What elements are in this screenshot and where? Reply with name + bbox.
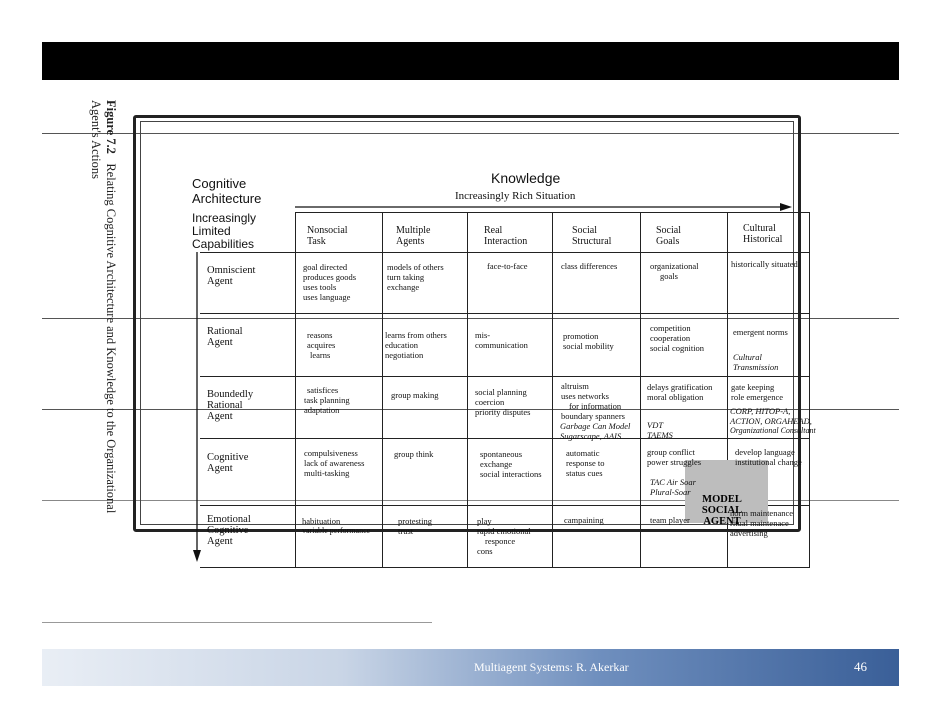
cell-r1-c1-0: goal directed — [303, 262, 348, 272]
heading-knowledge: Knowledge — [491, 170, 561, 186]
cell-r4-c3-2: social interactions — [480, 469, 542, 479]
cell-r3-c6-italic-1: ACTION, ORGAHEAD, — [730, 416, 812, 426]
cell-r3-c4-0: altruism — [561, 381, 589, 391]
cell-r3-c1-0: satisfices — [307, 385, 339, 395]
col-header-3-l1: Real — [484, 225, 503, 236]
caption-line-1: Relating Cognitive Architecture and Knowledge to the Organizational — [104, 163, 118, 514]
cell-r1-c6-0: historically situated — [731, 259, 798, 269]
model-label-0: MODEL — [702, 494, 742, 505]
cell-r1-c2-2: exchange — [387, 282, 420, 292]
cell-r3-c2-0: group making — [391, 390, 439, 400]
cell-r3-c5-0: delays gratification — [647, 382, 713, 392]
cell-r3-c5-italic-1: TAEMS — [647, 430, 673, 440]
row-header-2-l1: Rational — [207, 326, 243, 337]
cell-r2-c4-0: promotion — [563, 331, 599, 341]
row-header-2-l2: Agent — [207, 337, 233, 348]
cell-r3-c6-0: gate keeping — [731, 382, 775, 392]
cell-r4-c3-0: spontaneous — [480, 449, 523, 459]
row-header-5-l2: Cognitive — [207, 525, 249, 536]
cell-r1-c3-0: face-to-face — [487, 261, 528, 271]
cell-r5-c6-1: ritual maintenace — [730, 518, 789, 528]
col-header-2-l1: Multiple — [396, 225, 431, 236]
cell-r3-c3-2: priority disputes — [475, 407, 531, 417]
cell-r5-c6-0: norm maintenance — [730, 508, 794, 518]
cell-r1-c1-3: uses language — [303, 292, 351, 302]
cell-r2-c2-1: education — [385, 340, 419, 350]
row-header-1-l1: Omniscient — [207, 265, 256, 276]
cell-r1-c4-0: class differences — [561, 261, 618, 271]
cell-r5-c1-0: habituation — [302, 516, 341, 526]
grid-line — [200, 376, 809, 377]
row-header-5-l3: Agent — [207, 536, 233, 547]
cell-r2-c1-1: acquires — [307, 340, 336, 350]
cell-r2-c6-italic-1: Transmission — [733, 362, 779, 372]
grid-line — [200, 252, 809, 253]
cell-r1-c5-0: organizational — [650, 261, 699, 271]
grid-line — [200, 438, 809, 439]
cell-r4-c3-1: exchange — [480, 459, 513, 469]
cell-r4-c2-0: group think — [394, 449, 434, 459]
col-header-5-l1: Social — [656, 225, 681, 236]
heading-limited-3: Capabilities — [192, 237, 255, 251]
cell-r4-c5-0: group conflict — [647, 447, 695, 457]
col-header-2-l2: Agents — [396, 236, 425, 247]
cell-r2-c1-2: learns — [310, 350, 331, 360]
horizontal-arrowhead — [780, 203, 792, 211]
grid-line — [640, 212, 641, 568]
cell-r3-c6-1: role emergence — [731, 392, 783, 402]
cell-r2-c2-0: learns from others — [385, 330, 447, 340]
col-header-6-l1: Cultural — [743, 223, 776, 234]
cell-r3-c6-italic-2: Organizational Consultant — [730, 426, 816, 435]
model-label-2: AGENT — [703, 516, 741, 527]
cell-r2-c2-2: negotiation — [385, 350, 424, 360]
cell-r5-c4-0: campaining — [564, 515, 604, 525]
cell-r5-c3-3: cons — [477, 546, 493, 556]
cell-r4-c1-1: lack of awareness — [304, 458, 365, 468]
cell-r5-c3-0: play — [477, 516, 492, 526]
cell-r3-c4-3: boundary spanners — [561, 411, 625, 421]
cell-r4-c5-1: power struggles — [647, 457, 702, 467]
grid-line — [200, 567, 809, 568]
cell-r2-c3-1: communication — [475, 340, 528, 350]
row-header-1-l2: Agent — [207, 276, 233, 287]
figure-label: Figure 7.2 — [104, 100, 118, 154]
cell-r1-c1-2: uses tools — [303, 282, 337, 292]
cell-r5-c2-0: protesting — [398, 516, 432, 526]
col-header-4-l1: Social — [572, 225, 597, 236]
col-header-6-l2: Historical — [743, 234, 783, 245]
grid-line — [295, 212, 296, 568]
cell-r4-c1-0: compulsiveness — [304, 448, 358, 458]
cell-r3-c3-1: coercion — [475, 397, 505, 407]
col-header-5-l2: Goals — [656, 236, 680, 247]
cell-r3-c4-italic-0: Garbage Can Model — [560, 421, 631, 431]
heading-cognitive: Cognitive — [192, 176, 247, 191]
footer-text: Multiagent Systems: R. Akerkar — [474, 660, 629, 674]
cell-r5-c3-1: rapid emotional — [477, 526, 531, 536]
cell-r4-c5-italic-0: TAC Air Soar — [650, 477, 696, 487]
cell-r1-c5-1: goals — [660, 271, 678, 281]
row-header-4-l1: Cognitive — [207, 452, 249, 463]
heading-rich-situation: Increasingly Rich Situation — [455, 190, 576, 202]
cell-r3-c5-1: moral obligation — [647, 392, 704, 402]
grid-line — [295, 212, 809, 213]
cell-r4-c4-1: response to — [566, 458, 605, 468]
grid-line — [552, 212, 553, 568]
heading-limited-2: Limited — [192, 224, 231, 238]
cell-r2-c5-0: competition — [650, 323, 691, 333]
cell-r2-c5-1: cooperation — [650, 333, 691, 343]
row-header-5-l1: Emotional — [207, 514, 251, 525]
grid-line — [467, 212, 468, 568]
cell-r3-c6-italic-0: CORP, HITOP-A, — [730, 406, 791, 416]
cell-r2-c1-0: reasons — [307, 330, 333, 340]
cell-r5-c3-2: responce — [485, 536, 516, 546]
cell-r5-c6-2: advertising — [730, 528, 768, 538]
cell-r3-c1-2: adaptation — [304, 405, 340, 415]
cell-r2-c6-0: emergent norms — [733, 327, 788, 337]
vertical-arrowhead — [193, 550, 201, 562]
cell-r4-c4-0: automatic — [566, 448, 600, 458]
col-header-1-l1: Nonsocial — [307, 225, 348, 236]
cell-r4-c1-2: multi-tasking — [304, 468, 350, 478]
cell-r4-c6-1: institutional change — [735, 457, 802, 467]
model-social-agent-label — [690, 494, 754, 527]
cell-r2-c5-2: social cognition — [650, 343, 705, 353]
cell-r2-c3-0: mis- — [475, 330, 491, 340]
page-number: 46 — [854, 659, 867, 674]
cell-r3-c4-1: uses networks — [561, 391, 609, 401]
cell-r5-c2-1: trust — [398, 526, 414, 536]
cell-r3-c4-2: for information — [569, 401, 622, 411]
model-label-1: SOCIAL — [701, 505, 743, 516]
row-header-3-l3: Agent — [207, 411, 233, 422]
col-header-4-l2: Structural — [572, 236, 612, 247]
cell-r1-c1-1: produces goods — [303, 272, 357, 282]
cell-r1-c2-1: turn taking — [387, 272, 425, 282]
row-header-3-l1: Boundedly — [207, 389, 254, 400]
row-header-4-l2: Agent — [207, 463, 233, 474]
grid-line — [200, 313, 809, 314]
col-header-1-l2: Task — [307, 236, 326, 247]
cell-r5-c1-1: variable performance — [302, 526, 371, 535]
row-header-3-l2: Rational — [207, 400, 243, 411]
cell-r2-c4-1: social mobility — [563, 341, 614, 351]
grid-line — [382, 212, 383, 568]
cell-r3-c5-italic-0: VDT — [647, 420, 664, 430]
heading-architecture: Architecture — [192, 191, 262, 206]
cell-r4-c4-2: status cues — [566, 468, 603, 478]
cell-r5-c5-0: team player — [650, 515, 690, 525]
cell-r4-c5-italic-1: Plural-Soar — [650, 487, 691, 497]
col-header-3-l2: Interaction — [484, 236, 528, 247]
cell-r3-c4-italic-1: Sugarscape, AAIS — [560, 431, 622, 441]
cell-r3-c1-1: task planning — [304, 395, 350, 405]
cell-r1-c2-0: models of others — [387, 262, 444, 272]
heading-limited-1: Increasingly — [192, 211, 257, 225]
cell-r4-c6-0: develop language — [735, 447, 795, 457]
grid-line — [809, 212, 810, 568]
cell-r2-c6-italic-0: Cultural — [733, 352, 762, 362]
cell-r3-c3-0: social planning — [475, 387, 527, 397]
caption-line-2: Agent's Actions — [89, 100, 103, 179]
